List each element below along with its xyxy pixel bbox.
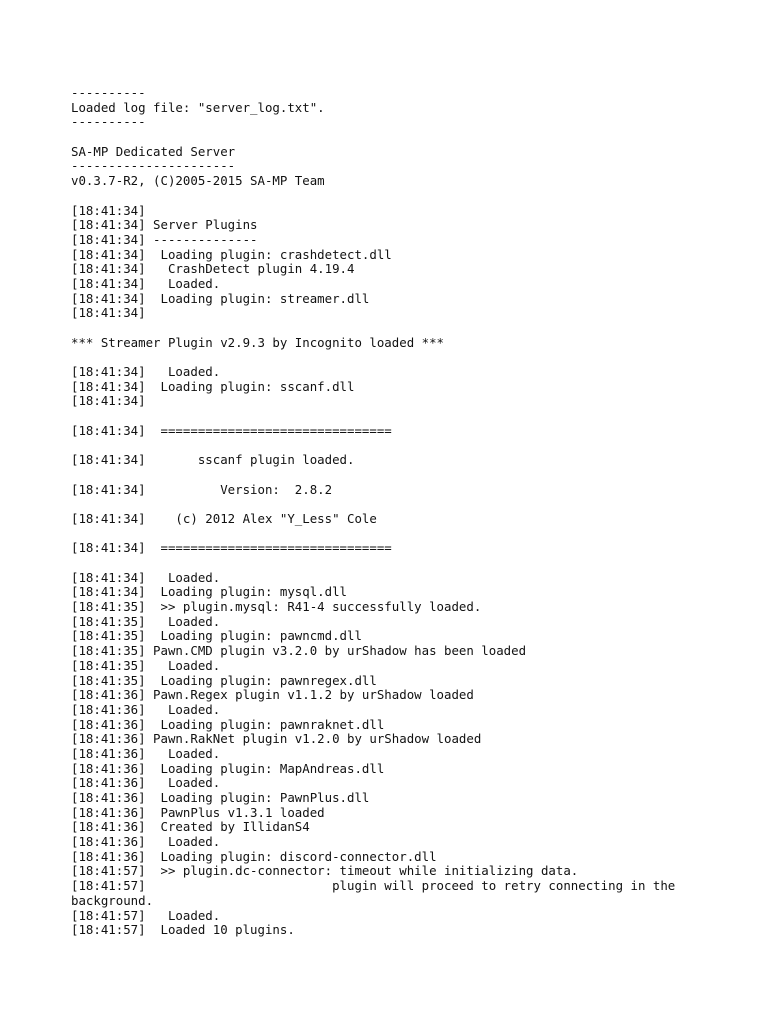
log-line: [18:41:34] CrashDetect plugin 4.19.4	[71, 261, 355, 277]
log-line: [18:41:36] Pawn.Regex plugin v1.1.2 by urShadow loaded	[71, 687, 474, 703]
log-line: [18:41:34] Loaded.	[71, 364, 221, 380]
log-line: [18:41:34] Loading plugin: sscanf.dll	[71, 378, 355, 394]
log-line: [18:41:36] Loading plugin: pawnraknet.dll	[71, 716, 385, 732]
log-line: [18:41:57] plugin will proceed to retry connecting in the	[71, 878, 676, 894]
log-line: [18:41:34]	[71, 393, 146, 409]
log-line: [18:41:36] Loaded.	[71, 834, 221, 850]
log-line: [18:41:34] Loading plugin: streamer.dll	[71, 290, 370, 306]
log-line: [18:41:35] Loading plugin: pawnregex.dll	[71, 672, 377, 688]
log-line: [18:41:35] Loaded.	[71, 657, 221, 673]
log-line: ----------	[71, 85, 146, 100]
log-line: SA-MP Dedicated Server	[71, 143, 236, 159]
log-line: [18:41:36] Loaded.	[71, 701, 221, 717]
log-line: [18:41:36] Loading plugin: PawnPlus.dll	[71, 790, 370, 805]
log-line: [18:41:36] PawnPlus v1.3.1 loaded	[71, 804, 325, 820]
log-line: [18:41:34] ===============================	[71, 540, 392, 556]
log-line: [18:41:34] --------------	[71, 231, 258, 247]
log-line: [18:41:36] Created by IllidanS4	[71, 819, 310, 835]
log-line: [18:41:34] Loaded.	[71, 569, 221, 585]
log-line: [18:41:36] Loading plugin: MapAndreas.dll	[71, 760, 385, 776]
log-line: [18:41:57] Loaded 10 plugins.	[71, 922, 295, 938]
log-line: [18:41:34] ===============================	[71, 422, 392, 438]
log-line: [18:41:36] Loading plugin: discord-connector.dll	[71, 848, 437, 864]
server-log-text	[71, 86, 751, 938]
log-line: [18:41:34]	[71, 202, 146, 218]
log-line: [18:41:34] Loading plugin: mysql.dll	[71, 584, 348, 600]
log-line: [18:41:57] Loaded.	[71, 907, 221, 923]
log-line: [18:41:35] Loading plugin: pawncmd.dll	[71, 628, 362, 644]
log-document	[71, 86, 751, 938]
log-line: [18:41:34]	[71, 305, 146, 321]
log-line: background.	[71, 892, 154, 908]
log-line: [18:41:36] Loaded.	[71, 775, 221, 791]
log-line: ----------------------	[71, 158, 236, 174]
log-line: [18:41:34] Loaded.	[71, 275, 221, 291]
log-line: Loaded log file: "server_log.txt".	[71, 99, 325, 115]
log-line: [18:41:34] Loading plugin: crashdetect.dll	[71, 246, 392, 262]
log-line: [18:41:34] sscanf plugin loaded.	[71, 452, 355, 468]
log-line: ----------	[71, 114, 146, 130]
log-line: v0.3.7-R2, (C)2005-2015 SA-MP Team	[71, 173, 325, 189]
log-line: [18:41:34] Server Plugins	[71, 217, 258, 233]
log-line: [18:41:36] Pawn.RakNet plugin v1.2.0 by urShadow loaded	[71, 731, 482, 747]
log-line: [18:41:36] Loaded.	[71, 745, 221, 761]
log-line: [18:41:35] Loaded.	[71, 613, 221, 629]
log-line: [18:41:57] >> plugin.dc-connector: timeout while initializing data.	[71, 863, 579, 879]
log-line: [18:41:34] Version: 2.8.2	[71, 481, 333, 497]
log-line: *** Streamer Plugin v2.9.3 by Incognito loaded ***	[71, 334, 444, 350]
log-line: [18:41:35] Pawn.CMD plugin v3.2.0 by urShadow has been loaded	[71, 643, 527, 659]
log-line: [18:41:35] >> plugin.mysql: R41-4 successfully loaded.	[71, 599, 482, 615]
log-line: [18:41:34] (c) 2012 Alex "Y_Less" Cole	[71, 510, 377, 526]
